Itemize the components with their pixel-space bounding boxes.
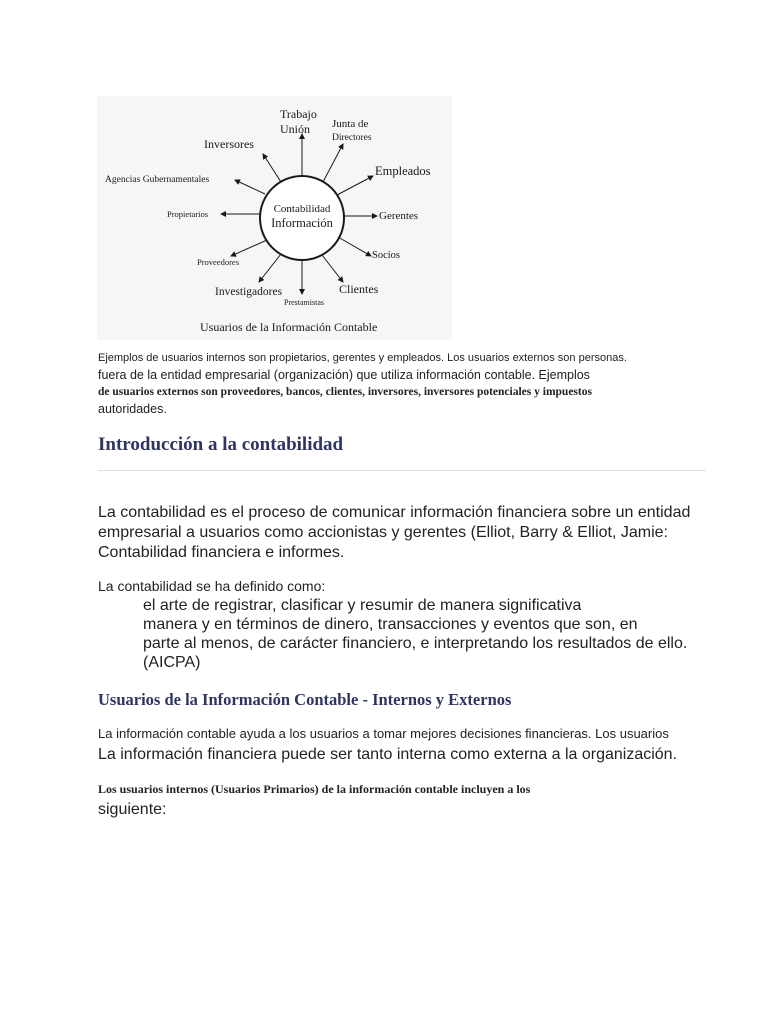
label-proveedores: Proveedores [197,257,240,267]
label-gerentes: Gerentes [379,210,419,222]
label-socios: Socios [372,250,401,261]
label-trabajo: Trabajo [280,107,317,121]
label-junta1: Junta de [332,118,369,130]
arrow-socios [338,237,371,256]
internal-users-line-2: siguiente: [98,801,167,818]
users-diagram [97,96,452,340]
label-investigadores: Investigadores [215,286,283,298]
label-propietarios: Propietarios [167,209,209,219]
users-diagram-svg [97,96,452,340]
definition-quote [143,596,743,672]
quote-line-1: el arte de registrar, clasificar y resumir de manera significativa [143,597,582,614]
label-agencias: Agencias Gubernamentales [105,175,210,185]
caption-line-1: Ejemplos de usuarios internos son propietarios, gerentes y empleados. Los usuarios externos son personas. [98,352,627,364]
label-union: Unión [280,122,310,136]
caption-line-4: autoridades. [98,402,167,416]
arrow-investigadores [259,254,281,282]
arrow-clientes [322,255,343,282]
users-heading: Usuarios de la Información Contable - Internos y Externos [98,690,512,709]
quote-line-4: (AICPA) [143,654,201,671]
internal-users-line-1: Los usuarios internos (Usuarios Primarios) de la información contable incluyen a los [98,782,531,796]
center-label-line2: Información [271,216,333,230]
arrow-empleados [337,176,373,195]
caption-line-2: fuera de la entidad empresarial (organización) que utiliza información contable. Ejemplos [98,368,590,382]
label-inversores: Inversores [204,137,254,151]
definition-intro: La contabilidad se ha definido como: [98,578,326,594]
diagram-caption: Usuarios de la Información Contable [200,320,378,334]
intro-paragraph: La contabilidad es el proceso de comunicar información financiera sobre un entidad empresarial a usuarios como accionistas y gerentes (Elliot, Barry & Elliot, Jamie: Contabilidad financiera e informes. [98,504,691,561]
quote-line-2: manera y en términos de dinero, transacciones y eventos que son, en [143,616,638,633]
users-line-2: La información financiera puede ser tanto interna como externa a la organización. [98,746,678,763]
label-empleados: Empleados [375,164,431,178]
quote-line-3: parte al menos, de carácter financiero, e interpretando los resultados de ello. [143,635,688,652]
arrow-junta [323,144,343,182]
caption-line-3: de usuarios externos son proveedores, bancos, clientes, inversores, inversores potenciales y impuestos [98,386,592,398]
intro-heading: Introducción a la contabilidad [98,434,344,455]
label-prestamistas: Prestamistas [284,298,324,307]
label-clientes: Clientes [339,282,379,296]
arrow-agencias [235,180,265,194]
heading-divider [98,470,706,471]
arrow-inversores [263,154,281,182]
center-label-line1: Contabilidad [273,203,331,215]
figure-caption [98,350,718,418]
users-line-1: La información contable ayuda a los usuarios a tomar mejores decisiones financieras. Los usuarios [98,726,669,741]
arrow-proveedores [231,240,267,256]
label-junta2: Directores [332,133,372,143]
